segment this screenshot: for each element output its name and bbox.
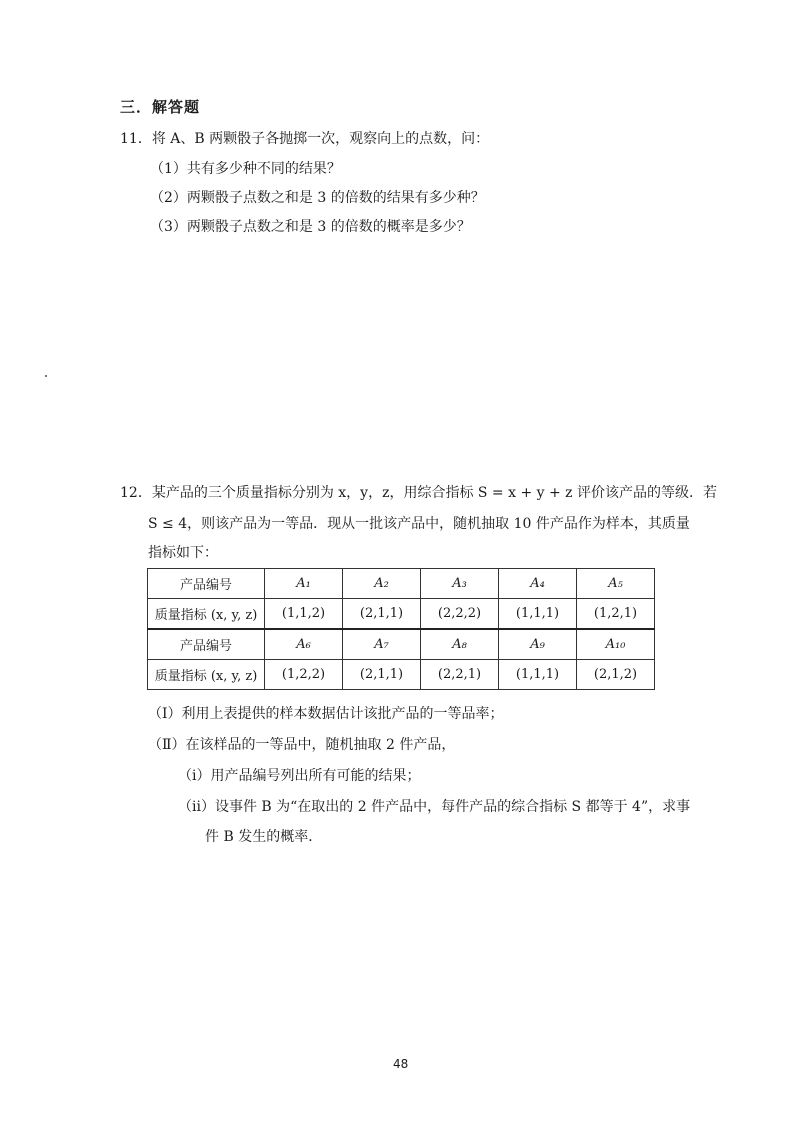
table-cell-id: A₂ (343, 569, 421, 599)
quality-index-table (147, 568, 655, 690)
table-cell-value: (2,1,1) (343, 660, 421, 690)
table-row-ids-1 (148, 569, 655, 599)
question-11-part-1: （1）共有多少种不同的结果？ (150, 161, 341, 177)
question-12-line-3: 指标如下： (148, 545, 218, 561)
row-label-quality: 质量指标 (x, y, z) (148, 660, 265, 690)
table-cell-value: (1,2,1) (577, 599, 655, 630)
question-12-part-2-ii-continued: 件 B 发生的概率． (205, 829, 323, 845)
table-cell-value: (1,1,2) (265, 599, 343, 630)
question-12-part-1: （Ⅰ）利用上表提供的样本数据估计该批产品的一等品率； (148, 706, 504, 722)
table-row-values-1 (148, 599, 655, 630)
question-11-part-2: （2）两颗骰子点数之和是 3 的倍数的结果有多少种？ (150, 190, 485, 206)
table-cell-id: A₇ (343, 629, 421, 660)
table-cell-id: A₁₀ (577, 629, 655, 660)
row-label-product-id: 产品编号 (148, 629, 265, 660)
row-label-quality: 质量指标 (x, y, z) (148, 599, 265, 630)
stray-mark (45, 375, 47, 377)
question-12-part-2-ii: （ii）设事件 B 为“在取出的 2 件产品中，每件产品的综合指标 S 都等于 4”，求事 (178, 799, 691, 815)
table-cell-value: (2,1,1) (343, 599, 421, 630)
table-cell-value: (1,2,2) (265, 660, 343, 690)
question-12-line-2: S ≤ 4，则该产品为一等品．现从一批该产品中，随机抽取 10 件产品作为样本，其质量 (148, 516, 690, 532)
table-cell-value: (1,1,1) (499, 660, 577, 690)
table-cell-value: (2,1,2) (577, 660, 655, 690)
question-12-line-1: 12．某产品的三个质量指标分别为 x，y，z，用综合指标 S = x + y + z 评价该产品的等级．若 (120, 485, 718, 501)
table-cell-id: A₉ (499, 629, 577, 660)
table-row-values-2 (148, 660, 655, 690)
table-cell-id: A₆ (265, 629, 343, 660)
table-cell-value: (1,1,1) (499, 599, 577, 630)
table-cell-id: A₅ (577, 569, 655, 599)
table-cell-id: A₁ (265, 569, 343, 599)
page-number: 48 (393, 1057, 409, 1071)
table-cell-id: A₈ (421, 629, 499, 660)
question-12-part-2: （Ⅱ）在该样品的一等品中，随机抽取 2 件产品， (148, 737, 456, 753)
table-cell-value: (2,2,2) (421, 599, 499, 630)
table-cell-id: A₄ (499, 569, 577, 599)
question-12-part-2-i: （i）用产品编号列出所有可能的结果； (178, 768, 421, 784)
table-cell-value: (2,2,1) (421, 660, 499, 690)
section-title: 三．解答题 (120, 98, 201, 116)
table-row-ids-2 (148, 629, 655, 660)
row-label-product-id: 产品编号 (148, 569, 265, 599)
question-11-stem: 11．将 A、B 两颗骰子各抛掷一次，观察向上的点数，问： (120, 131, 490, 147)
table-cell-id: A₃ (421, 569, 499, 599)
question-11-part-3: （3）两颗骰子点数之和是 3 的倍数的概率是多少？ (150, 219, 471, 235)
